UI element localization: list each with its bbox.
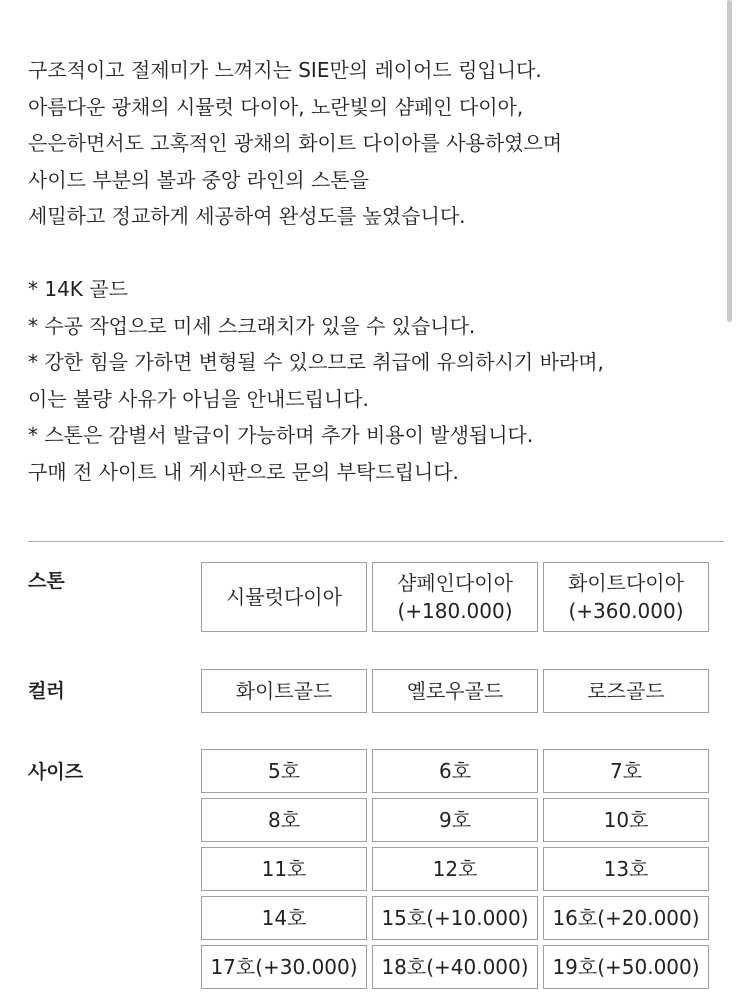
size-option[interactable]: 7호: [543, 749, 709, 793]
product-description: [28, 52, 718, 490]
color-option-group: [201, 669, 709, 713]
size-option-group: [201, 749, 709, 989]
color-option-white-gold[interactable]: 화이트골드: [201, 669, 367, 713]
size-option[interactable]: 5호: [201, 749, 367, 793]
stone-option-name: 시뮬럿다이아: [226, 585, 342, 609]
size-option[interactable]: 13호: [543, 847, 709, 891]
notice-line: * 스톤은 감별서 발급이 가능하며 추가 비용이 발생됩니다.: [28, 423, 534, 447]
section-divider: [28, 541, 724, 542]
paragraph-spacer: [28, 235, 718, 272]
stone-option-price: (+180.000): [397, 599, 513, 623]
notice-line: * 수공 작업으로 미세 스크래치가 있을 수 있습니다.: [28, 313, 476, 338]
stone-option-simulant[interactable]: [201, 562, 367, 632]
description-line: 은은하면서도 고혹적인 광채의 화이트 다이아를 사용하였으며: [28, 131, 563, 155]
stone-option-name: 화이트다이아: [568, 571, 684, 595]
description-line: 사이드 부분의 볼과 중앙 라인의 스톤을: [28, 167, 369, 192]
notice-line: * 14K 골드: [28, 277, 128, 301]
notice-line: 구매 전 사이트 내 게시판으로 문의 부탁드립니다.: [28, 459, 459, 484]
size-option[interactable]: 15호(+10.000): [372, 896, 538, 940]
stone-option-champagne[interactable]: [372, 562, 538, 632]
size-option[interactable]: 19호(+50.000): [543, 945, 709, 989]
stone-option-price: (+360.000): [568, 599, 684, 623]
size-option[interactable]: 16호(+20.000): [543, 896, 709, 940]
scrollbar-thumb[interactable]: [727, 0, 732, 322]
size-option-label: 사이즈: [28, 761, 84, 783]
stone-option-white[interactable]: [543, 562, 709, 632]
stone-option-label: 스톤: [28, 570, 65, 592]
color-option-label: 컬러: [28, 680, 65, 702]
stone-option-group: [201, 562, 709, 632]
notice-line: 이는 불량 사유가 아님을 안내드립니다.: [28, 386, 369, 411]
description-line: 구조적이고 절제미가 느껴지는 SIE만의 레이어드 링입니다.: [28, 58, 542, 82]
notice-line: * 강한 힘을 가하면 변형될 수 있으므로 취급에 유의하시기 바라며,: [28, 350, 604, 374]
size-option[interactable]: 6호: [372, 749, 538, 793]
size-option[interactable]: 18호(+40.000): [372, 945, 538, 989]
size-option[interactable]: 11호: [201, 847, 367, 891]
size-option[interactable]: 14호: [201, 896, 367, 940]
description-line: 세밀하고 정교하게 세공하여 완성도를 높였습니다.: [28, 204, 466, 228]
size-option[interactable]: 17호(+30.000): [201, 945, 367, 989]
size-option[interactable]: 8호: [201, 798, 367, 842]
stone-option-name: 샴페인다이아: [397, 571, 513, 595]
description-line: 아름다운 광채의 시뮬럿 다이아, 노란빛의 샴페인 다이아,: [28, 94, 524, 119]
color-option-yellow-gold[interactable]: 옐로우골드: [372, 669, 538, 713]
size-option[interactable]: 9호: [372, 798, 538, 842]
size-option[interactable]: 12호: [372, 847, 538, 891]
color-option-rose-gold[interactable]: 로즈골드: [543, 669, 709, 713]
size-option[interactable]: 10호: [543, 798, 709, 842]
